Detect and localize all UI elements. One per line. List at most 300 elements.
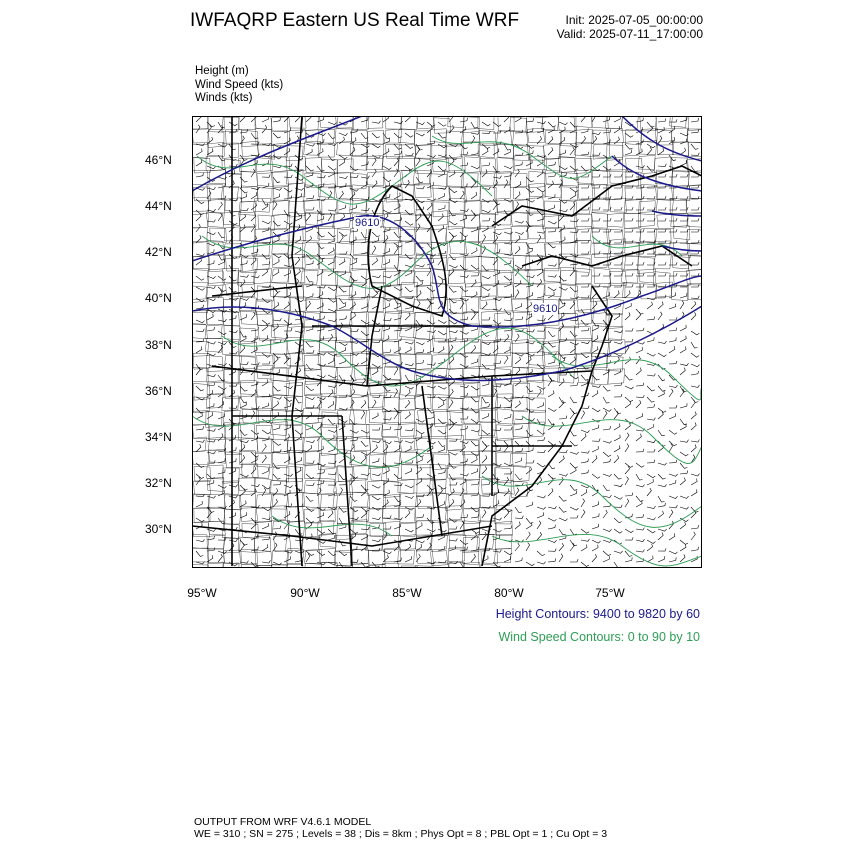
county-cell [544,268,560,282]
wind-barb [405,363,414,366]
wind-barb [647,386,655,391]
wind-barb [647,251,655,254]
wind-barb [438,529,447,532]
wind-barb [614,126,620,133]
wind-barb [691,474,700,476]
wind-barb [339,359,346,365]
wind-barb [614,518,622,523]
wind-barb [416,544,422,551]
wind-barb [691,371,699,375]
county-cell [495,438,512,452]
county-cell [414,183,431,198]
county-cell [208,116,224,129]
wind-barb [405,270,411,276]
wind-barb [383,441,392,444]
wind-barb [350,496,357,501]
wind-barb [658,412,663,419]
wind-barb [361,511,366,518]
wind-barb [295,236,301,243]
wind-barb [262,285,270,288]
wind-barb [669,405,677,408]
wind-barb [306,213,311,221]
wind-barb [218,290,222,298]
wind-barb [306,301,311,309]
wind-barb [317,480,324,485]
wind-barb [691,312,696,320]
wind-barb [339,287,347,292]
wind-barb [614,207,622,210]
wind-barb [493,529,502,532]
wind-barb [427,348,434,353]
wind-barb [427,386,436,388]
county-cell [272,451,288,466]
wind-barb [394,347,400,353]
wind-barb [680,207,688,210]
wind-barb [581,451,589,454]
wind-barb [196,339,204,342]
wind-barb [537,496,546,498]
wind-barb [625,397,633,402]
wind-barb [548,331,555,337]
wind-barb [405,166,413,170]
wind-barb [427,415,434,419]
wind-barb [581,510,585,518]
wind-barb [306,342,314,347]
wind-barb [636,539,645,542]
wind-barb [570,430,577,436]
wind-barb [438,560,446,563]
county-cell [241,171,257,188]
wind-barb [339,551,347,556]
wind-barb [284,397,292,402]
wind-barb [680,554,685,562]
county-cell [208,495,225,509]
wind-barb [636,273,644,276]
wind-barb [482,169,487,177]
county-cell [206,310,223,324]
wind-barb [658,185,666,188]
wind-barb [427,561,436,563]
county-cell [545,283,561,297]
wind-barb [350,529,358,534]
wind-barb [405,496,414,498]
county-cell [382,397,399,411]
county-cell [654,255,671,269]
wind-barb [603,474,612,476]
wind-barb [647,488,651,496]
wind-barb [317,551,325,556]
wind-barb [548,518,557,521]
wind-barb [636,449,644,452]
wind-barb [647,529,655,533]
wind-barb [306,144,315,146]
wind-barb [537,318,545,321]
wind-barb [262,160,268,166]
county-cell [305,158,322,173]
wind-barb [361,320,369,324]
wind-barb [504,173,511,177]
wind-barb [218,287,226,292]
wind-barb [317,286,325,289]
wind-barb [471,122,478,128]
wind-barb [647,397,655,402]
wind-barb [669,413,675,419]
wind-barb [372,199,381,201]
wind-barb [372,320,380,325]
wind-barb [625,174,633,177]
wind-barb [284,320,292,325]
county-cell [208,507,225,521]
wind-barb [603,540,612,542]
county-cell [270,283,286,298]
wind-barb [317,433,321,441]
wind-barb [383,555,388,562]
wind-barb [493,298,502,301]
wind-barb [625,284,633,287]
county-cell [206,355,222,371]
county-cell [560,270,577,284]
wind-barb [284,328,292,331]
wind-barb [383,276,392,278]
wind-barb [350,389,355,397]
wind-barb [196,518,204,522]
county-cell [222,143,239,158]
lat-label: 34°N [145,430,172,444]
wind-barb [328,419,335,424]
wind-barb [592,513,599,518]
wind-barb [416,122,425,125]
county-cell [559,143,576,157]
wind-barb [251,213,256,221]
wind-barb [570,559,578,562]
wind-barb [592,540,601,543]
county-cell [335,185,352,199]
wind-barb [581,489,587,496]
county-cell [478,116,494,130]
wind-barb [229,539,238,542]
wind-barb [504,276,512,280]
wind-barb [548,205,555,210]
wind-barb [570,166,578,170]
county-cell [511,225,528,240]
county-cell [449,547,465,562]
wind-barb [691,547,699,551]
county-cell [257,188,274,203]
wind-barb [372,158,376,166]
wind-barb [372,275,381,278]
wind-barb [515,396,523,399]
wind-barb [306,282,313,287]
wind-barb [350,430,359,433]
county-cell [560,132,576,146]
wind-barb [229,485,238,487]
wind-barb [603,273,611,276]
wind-barb [482,148,488,155]
wind-barb [669,430,677,434]
wind-barb [504,334,509,342]
county-cell [417,479,433,493]
height-contour-label-west: 9610 [355,217,380,229]
wind-barb [229,330,238,332]
wind-barb [350,229,358,232]
county-cell [223,311,240,326]
county-cell [369,254,386,270]
wind-barb [449,330,458,332]
county-cell [463,129,480,143]
wind-barb [471,397,479,402]
wind-barb [394,315,401,320]
wind-barb [339,316,346,320]
wind-barb [603,510,607,518]
wind-barb [471,469,478,475]
wind-barb [614,262,622,265]
wind-barb [229,496,238,498]
wind-barb [647,147,652,155]
wind-barb [614,342,623,344]
wind-barb [680,478,685,485]
county-cell [286,146,303,161]
wind-barb [416,392,423,397]
wind-barb [361,197,369,200]
wind-barb [636,368,641,375]
wind-barb [482,210,491,213]
county-cell [193,425,210,439]
wind-barb [218,319,227,321]
wind-barb [317,243,324,249]
wind-barb [548,162,556,166]
wind-barb [603,397,610,403]
wind-barb [328,232,336,237]
wind-barb [317,397,326,400]
wind-speed-contour-legend: Wind Speed Contours: 0 to 90 by 10 [498,630,700,644]
wind-barb [372,445,377,452]
county-cell [226,130,243,145]
wind-barb [438,133,446,138]
wind-barb [504,116,509,122]
wind-barb [614,551,623,553]
county-cell [418,464,434,478]
wind-barb [570,268,575,276]
county-cell [257,286,273,301]
wind-barb [570,331,577,336]
county-cell [512,353,529,368]
wind-barb [394,121,403,124]
wind-barb [625,423,630,430]
wind-barb [669,338,676,342]
wind-barb [526,397,535,400]
wind-barb [482,397,489,403]
wind-barb [383,259,389,265]
wind-barb [614,357,619,364]
wind-barb [592,554,597,562]
county-cell [528,380,544,394]
county-cell [289,116,306,128]
wind-barb [361,507,369,512]
wind-barb [691,445,696,453]
wind-barb [449,452,458,455]
wind-barb [273,254,281,258]
wind-barb [581,545,587,552]
wind-barb [218,202,222,210]
wind-barb [614,496,622,499]
county-cell [193,494,210,509]
county-cell [593,130,609,144]
county-cell [494,184,510,199]
wind-barb [680,544,686,551]
county-cell [302,437,319,452]
wind-barb [405,180,409,188]
wind-barb [592,502,599,508]
wind-barb [295,210,302,216]
wind-barb [262,488,266,496]
wind-barb [339,251,347,254]
wind-barb [306,293,313,298]
wind-barb [691,423,696,431]
wind-barb [273,532,277,540]
height-contour-label-east: 9610 [533,303,558,315]
wind-barb [339,562,346,568]
wind-barb [559,166,567,170]
wind-barb [240,225,245,233]
wind-barb [240,261,247,266]
wind-barb [196,440,205,443]
wind-barb [416,158,420,166]
wind-barb [614,455,619,463]
wind-barb [592,251,600,254]
wind-barb [361,441,368,446]
county-cell [463,117,480,133]
wind-barb [405,254,413,259]
wind-barb [262,361,270,364]
wind-barb [295,257,300,265]
init-time: Init: 2025-07-05_00:00:00 [565,13,703,27]
county-cell [559,340,575,355]
wind-barb [603,426,611,430]
county-cell [401,566,417,568]
county-cell [673,170,689,186]
wind-barb [350,188,358,191]
wind-barb [449,125,454,133]
wind-barb [482,455,487,463]
wind-barb [361,249,368,254]
wind-barb [471,482,479,486]
wind-barb [328,401,334,408]
wind-barb [350,517,359,519]
wind-barb [460,331,469,334]
wind-barb [361,562,368,567]
wind-barb [196,408,204,413]
wind-barb [394,524,401,529]
wind-barb [328,507,337,510]
county-cell [208,535,225,549]
county-cell [398,257,415,272]
wind-barb [570,463,578,468]
wind-barb [636,528,644,531]
wind-barb [548,275,557,278]
wind-barb [372,121,381,124]
county-cell [528,242,545,256]
wind-barb [548,264,557,267]
wind-barb [427,141,435,144]
wind-barb [493,562,501,567]
wind-barb [603,529,612,532]
wind-barb [548,506,557,509]
wind-barb [262,468,268,474]
wind-barb [207,412,213,419]
wind-barb [394,440,403,443]
wind-barb [669,174,677,177]
wind-barb [339,159,345,166]
wind-barb [537,507,546,509]
footer-model: OUTPUT FROM WRF V4.6.1 MODEL [194,816,372,828]
wind-barb [262,379,268,386]
wind-barb [625,499,629,507]
wind-barb [526,275,535,278]
wind-barb [284,434,290,441]
wind-barb [405,312,410,320]
wind-barb [460,364,468,368]
wind-barb [691,385,700,388]
lat-label: 46°N [145,153,172,167]
wind-barb [691,296,699,299]
county-cell [545,184,562,198]
wind-barb [240,254,248,258]
wind-barb [218,554,222,562]
wind-barb [295,269,300,276]
wind-barb [658,229,666,232]
wind-barb [218,122,225,128]
wind-barb [460,416,468,419]
wind-barb [625,328,633,331]
county-cell [240,341,257,356]
wind-barb [515,153,523,156]
wind-barb [372,133,380,138]
wind-barb [339,232,347,236]
wind-barb [471,533,476,540]
wind-barb [251,381,258,386]
wind-barb [581,136,586,144]
county-cell [303,326,320,341]
wind-barb [284,521,288,529]
wind-barb [350,147,355,155]
wind-barb [515,522,520,529]
county-cell [302,255,318,269]
wind-barb [658,511,664,518]
wind-barb [548,549,556,552]
wind-barb [405,133,413,137]
wind-barb [493,232,502,235]
wind-barb [218,386,226,390]
wind-barb [251,430,259,434]
wind-barb [537,136,542,144]
wind-barb [449,489,454,496]
county-cell [479,356,495,370]
wind-barb [372,539,381,542]
wind-barb [361,149,368,155]
county-cell [463,297,479,313]
wind-barb [647,337,654,342]
county-cell [318,184,334,198]
county-cell [432,354,449,368]
wind-barb [548,243,556,248]
wind-barb [493,428,501,431]
county-cell [286,564,302,568]
wind-barb [262,485,270,489]
wind-barb [658,529,667,531]
wind-barb [570,397,577,403]
wind-barb [482,199,490,202]
wind-barb [427,126,432,133]
